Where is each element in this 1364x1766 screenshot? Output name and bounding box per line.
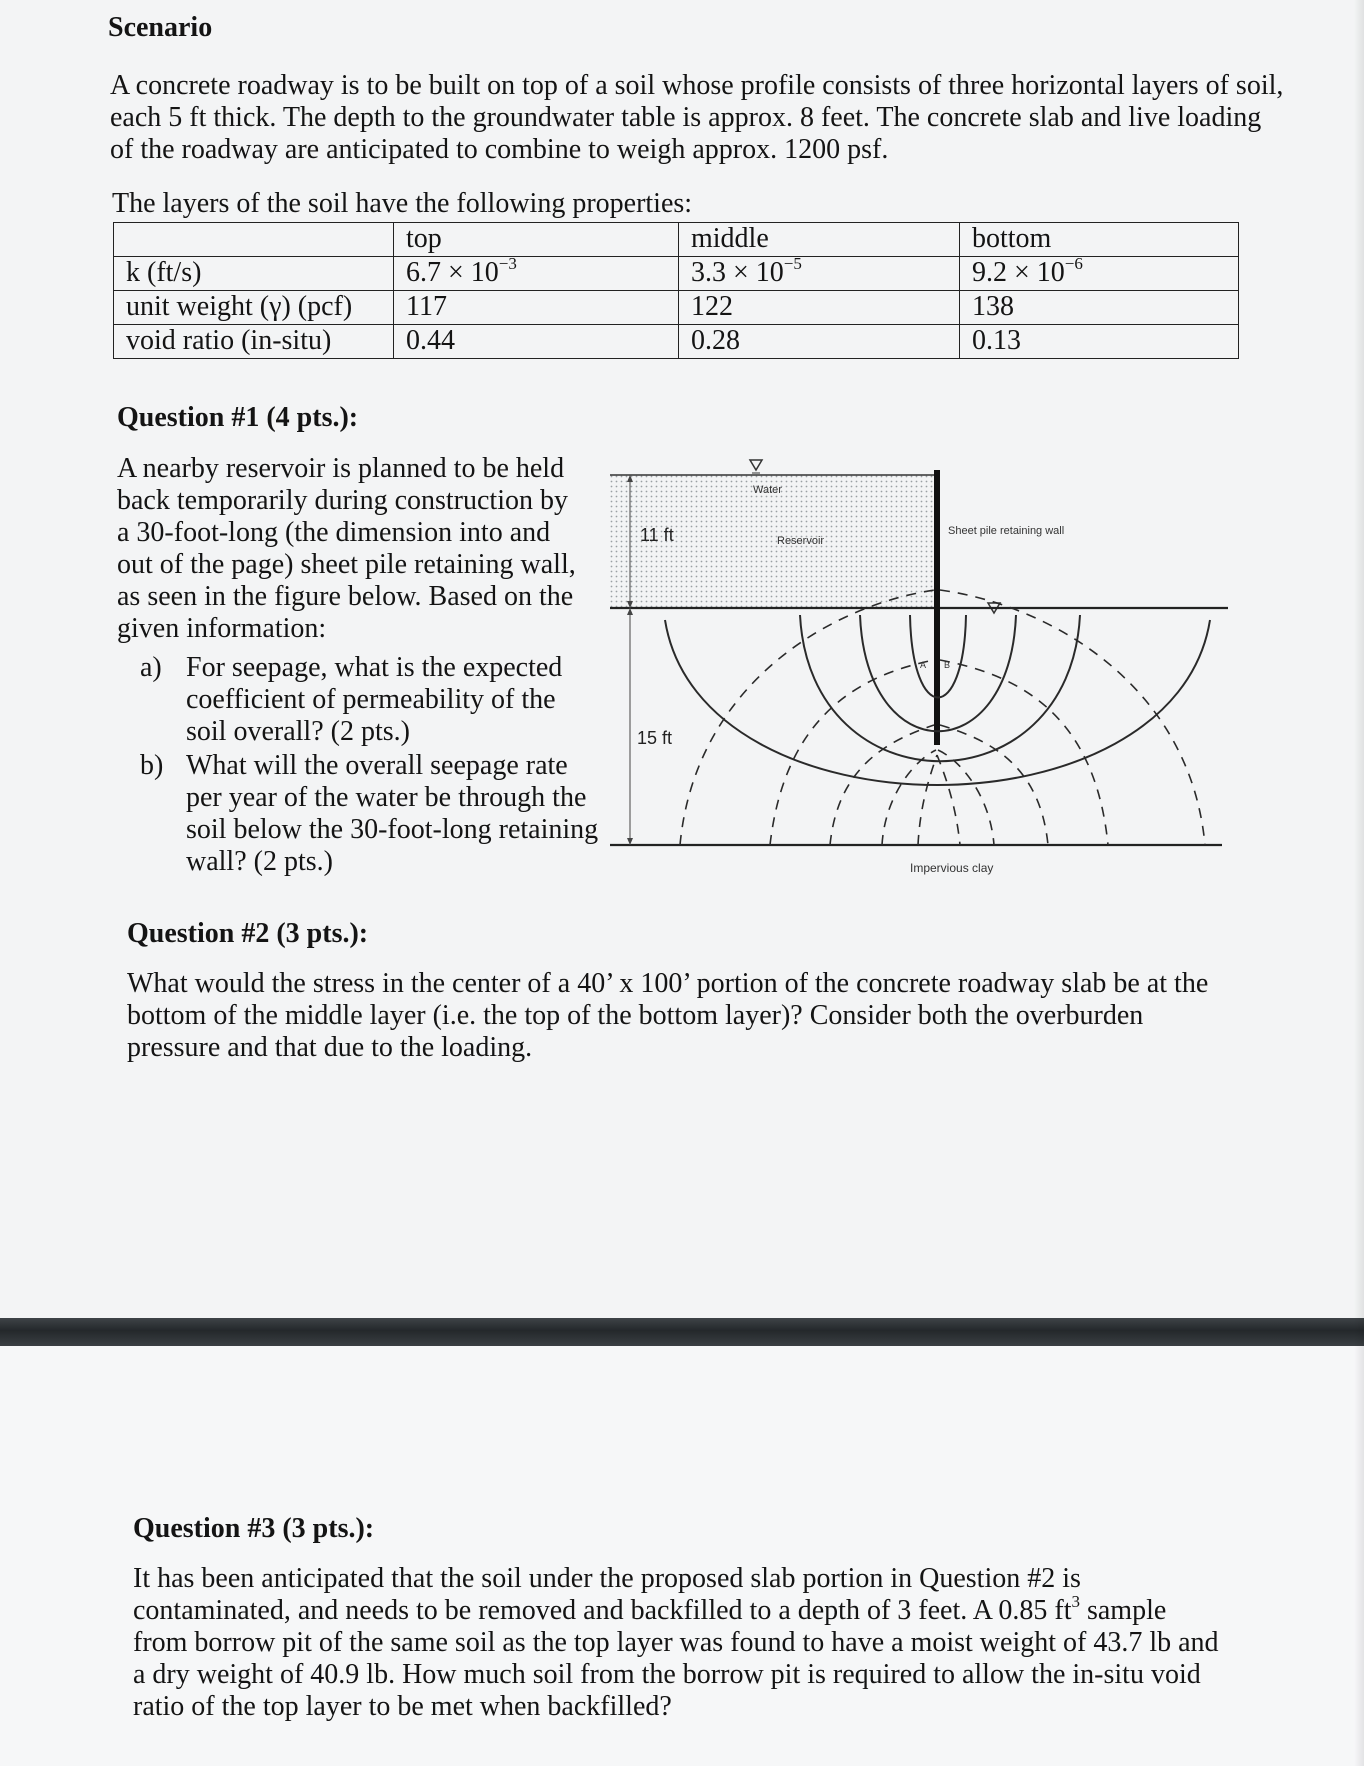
scenario-title: Scenario <box>108 12 213 43</box>
row-label: void ratio (in-situ) <box>114 325 394 359</box>
equipotential-lines <box>680 590 1205 845</box>
table-cell <box>679 253 960 291</box>
table-cell: 0.28 <box>679 325 960 359</box>
table-header-row <box>114 223 1239 257</box>
table-cell: 0.13 <box>960 325 1239 359</box>
reservoir-label: Reservoir <box>777 535 825 547</box>
question-2-text: What would the stress in the center of a 40’ x 100’ portion of the concrete roadway slab be at the bottom of the middle layer (i.e. the top of the bottom layer)? Consider both the overburden pressure and that due to the loading. <box>127 968 1209 1063</box>
soil-properties-table <box>113 222 1239 359</box>
flow-net-diagram <box>600 455 1230 885</box>
part-marker: a) <box>140 652 162 683</box>
question-1-parts <box>140 652 600 880</box>
water-level-icon <box>750 460 762 470</box>
row-label: k (ft/s) <box>114 257 394 291</box>
question-1-text: A nearby reservoir is planned to be held back temporarily during construction by a 30-foot-long (the dimension into and out of the page) sheet pile retaining wall, as seen in the figure below. Based on the given information: <box>117 453 576 644</box>
table-cell: 117 <box>394 291 679 325</box>
cell-exponent: −3 <box>498 253 517 273</box>
equipotential-line <box>918 755 937 845</box>
question-1-part-b <box>140 750 600 878</box>
question-2-title: Question #2 (3 pts.): <box>127 918 369 949</box>
table-row <box>114 291 1239 325</box>
table-cell <box>394 253 679 291</box>
impervious-clay-label: Impervious clay <box>910 861 994 875</box>
sheet-pile-wall <box>934 470 940 745</box>
cell-exponent: −6 <box>1064 253 1083 273</box>
table-header-cell <box>114 223 394 257</box>
cell-exponent: −5 <box>783 253 802 273</box>
table-cell: 0.44 <box>394 325 679 359</box>
equipotential-line <box>770 660 934 845</box>
dimension-top-label: 11 ft <box>640 525 674 545</box>
table-cell <box>960 253 1239 291</box>
cell-base: 3.3 × 10 <box>691 257 784 288</box>
table-caption: The layers of the soil have the following properties: <box>112 188 693 219</box>
table-row <box>114 257 1239 291</box>
question-3-title: Question #3 (3 pts.): <box>133 1513 375 1544</box>
row-label: unit weight (γ) (pcf) <box>114 291 394 325</box>
sheet-pile-label: Sheet pile retaining wall <box>948 525 1065 537</box>
cell-base: 9.2 × 10 <box>972 257 1065 288</box>
sheet-divider <box>0 1318 1364 1346</box>
equipotential-line <box>882 750 936 845</box>
part-text: What will the overall seepage rate per year of the water be through the soil below the 30-foot-long retaining wall? (2 pts.) <box>186 750 599 877</box>
table-header-cell: top <box>394 223 679 257</box>
point-a-label: A <box>920 660 927 670</box>
equipotential-line <box>680 590 935 845</box>
question-3-text-part: It has been anticipated that the soil under the proposed slab portion in Question #2 is contaminated, and needs to be removed and backfilled to a depth of 3 feet. A 0.85 ft <box>133 1563 1081 1626</box>
equipotential-line <box>938 750 994 845</box>
cubic-superscript: 3 <box>1071 1591 1080 1611</box>
table-cell: 122 <box>679 291 960 325</box>
table-header-cell: middle <box>679 223 960 257</box>
question-1-part-a <box>140 652 600 748</box>
equipotential-line <box>940 660 1108 845</box>
paper-edge-shadow <box>1354 0 1364 1766</box>
question-1-title: Question #1 (4 pts.): <box>117 402 359 433</box>
table-cell: 138 <box>960 291 1239 325</box>
dimension-bottom-label: 15 ft <box>637 728 673 748</box>
part-text: For seepage, what is the expected coefficient of permeability of the soil overall? (2 pts.) <box>186 652 563 747</box>
scenario-text: A concrete roadway is to be built on top of a soil whose profile consists of three horizontal layers of soil, each 5 ft thick. The depth to the groundwater table is approx. 8 feet. The concrete slab and live loading of the roadway are anticipated to combine to weigh approx. 1200 psf. <box>110 70 1284 165</box>
point-b-label: B <box>944 660 951 670</box>
question-3-text <box>133 1563 1223 1723</box>
table-header-cell: bottom <box>960 223 1239 257</box>
table-row <box>114 325 1239 359</box>
question-3-text-part: sample from borrow pit of the same soil as the top layer was found to have a moist weight of 43.7 lb and a dry weight of 40.9 lb. How much soil from the borrow pit is required to allow the in-situ void ratio of the top layer to be met when backfilled? <box>133 1595 1219 1722</box>
cell-base: 6.7 × 10 <box>406 257 499 288</box>
equipotential-line <box>940 590 1205 845</box>
water-label: Water <box>753 484 782 496</box>
part-marker: b) <box>140 750 164 781</box>
equipotential-line <box>937 755 960 845</box>
